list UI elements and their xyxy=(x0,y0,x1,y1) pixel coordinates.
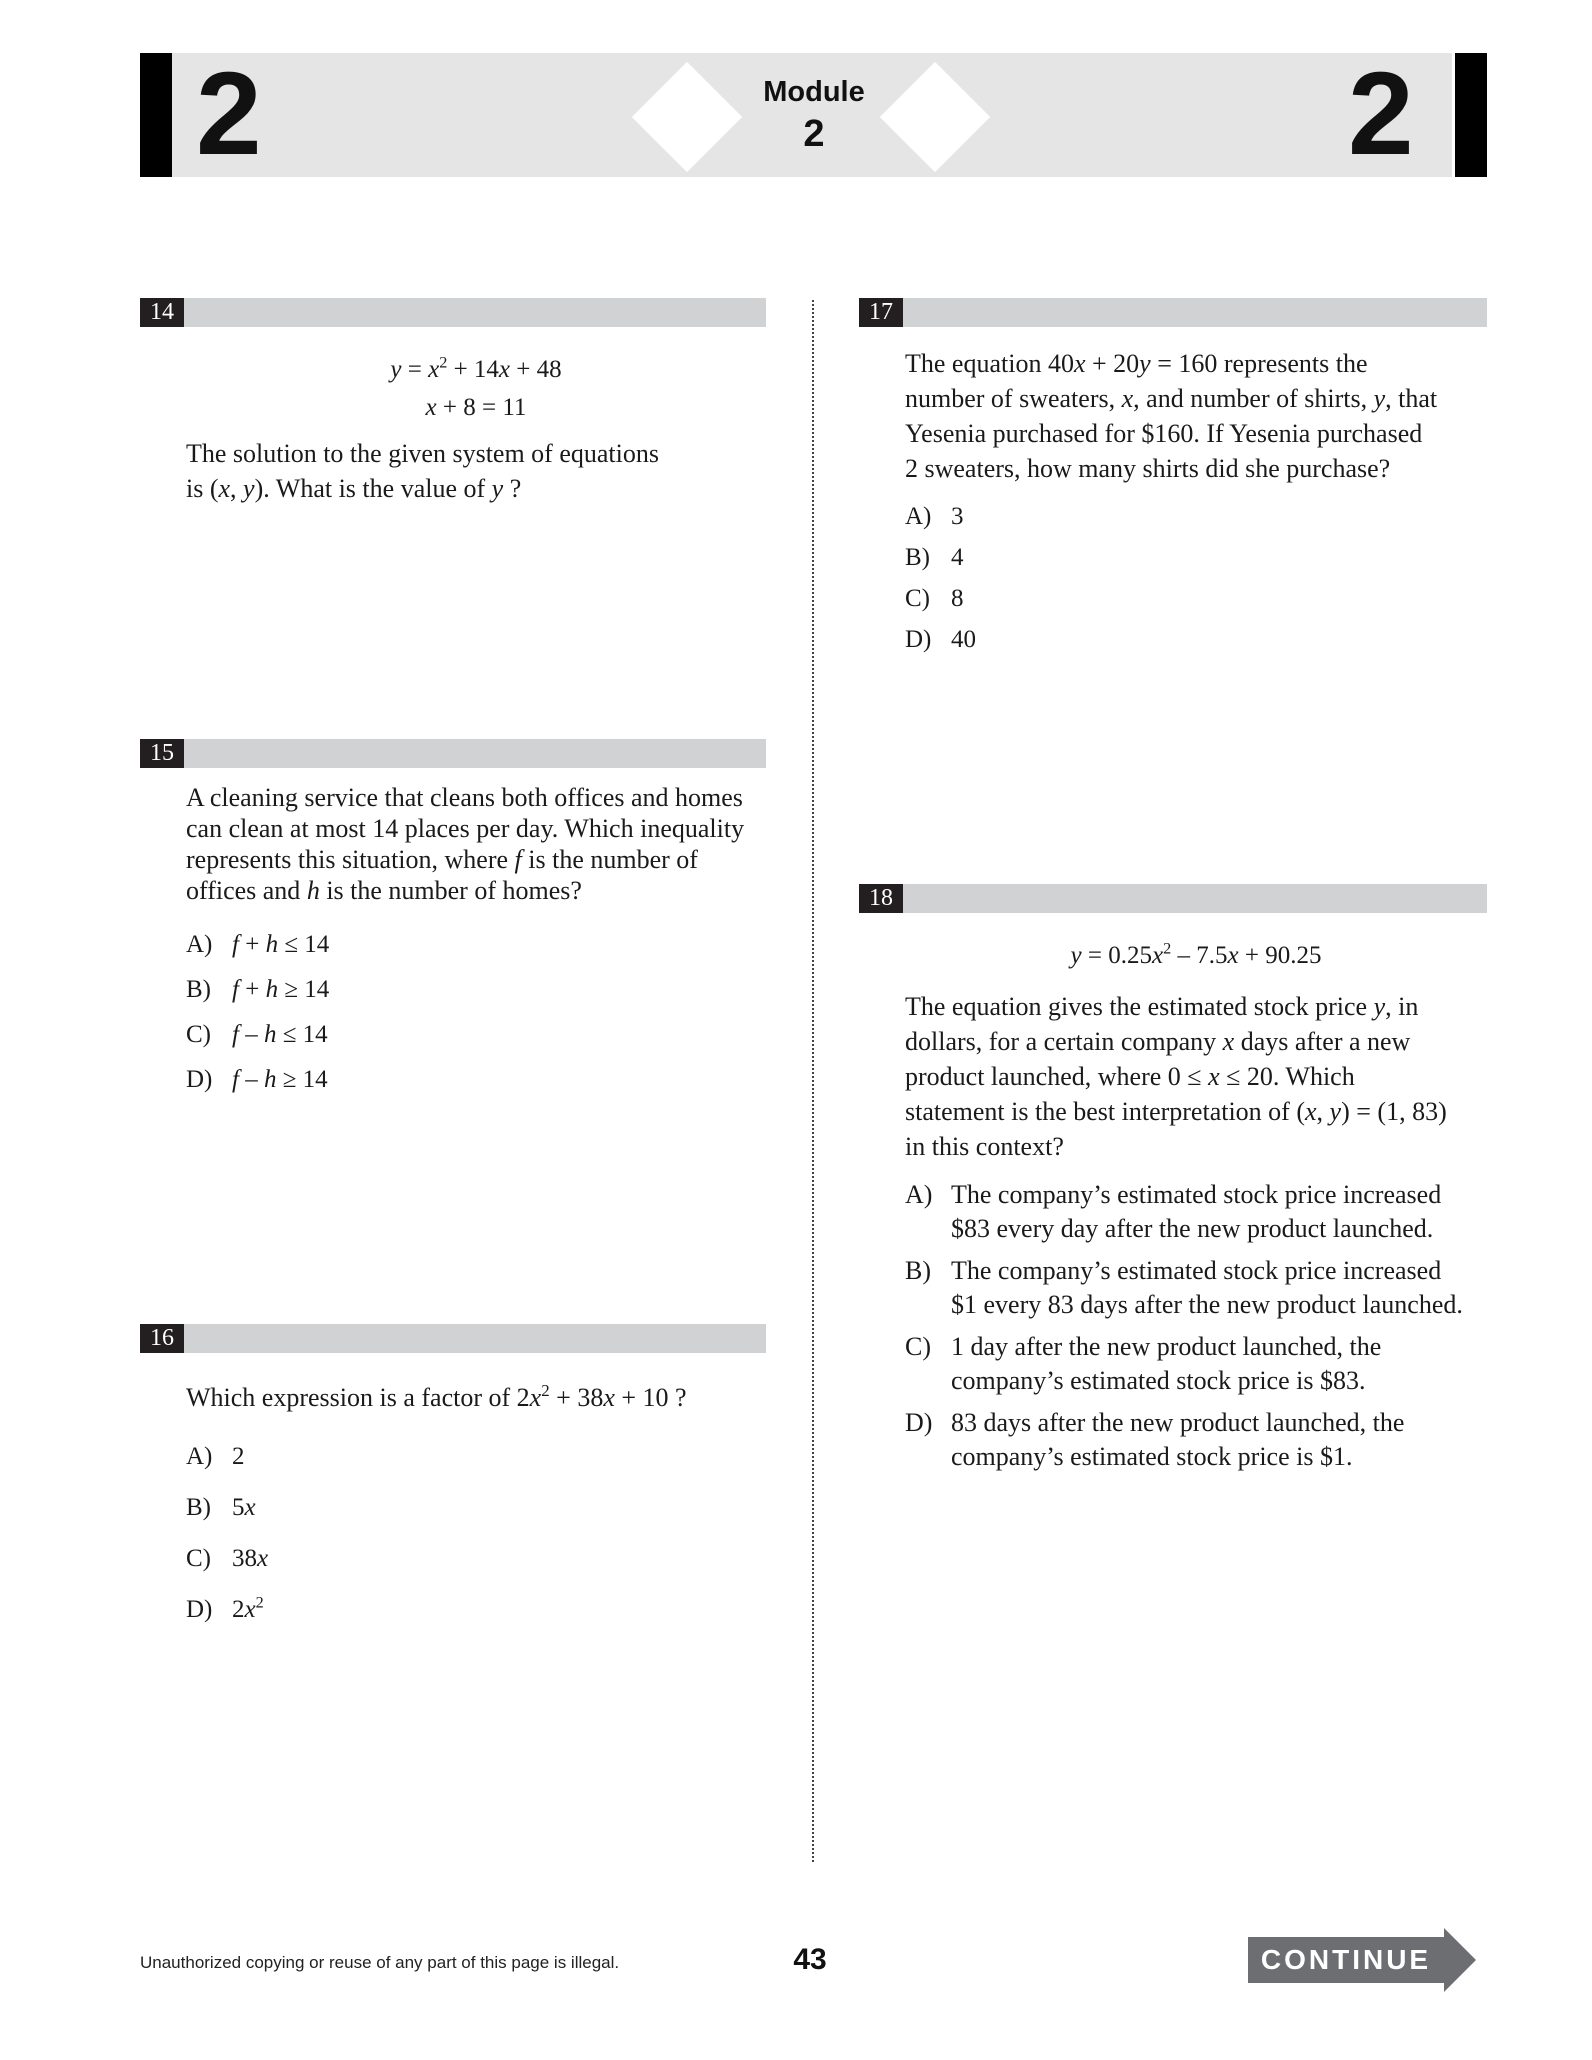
question-17-strip xyxy=(859,298,1487,327)
question-14-number: 14 xyxy=(140,298,184,327)
question-15-stem: A cleaning service that cleans both offices and homes can clean at most 14 places per day. Which inequality represents this situation, where f is the number of offices and h is the number of homes? xyxy=(186,783,745,905)
copyright-notice: Unauthorized copying or reuse of any part of this page is illegal. xyxy=(140,1953,620,1972)
question-18-equation: $y = 0.25x^2 - 7.5x + 90.25$ xyxy=(1070,939,1322,969)
page-number: 43 xyxy=(793,1943,827,1976)
question-14-equation-2: x + 8 = 11 xyxy=(425,394,527,421)
section-number-left: 2 xyxy=(196,48,262,180)
question-15-number: 15 xyxy=(140,739,184,768)
question-14-equation-1: $y = x^2 + 14x + 48$ xyxy=(390,353,562,383)
question-18-stem: The equation gives the estimated stock price y, in dollars, for a certain company x days after a new product launched, where 0 ≤ x ≤ 20. Which statement is the best interpretation of (x, y) = (1, 83) in this context? xyxy=(905,992,1447,1161)
module-number: 2 xyxy=(803,113,825,155)
question-18-number: 18 xyxy=(859,884,903,913)
question-17-stem: The equation 40x + 20y = 160 represents the number of sweaters, x, and number of shirts, y, that Yesenia purchased for $160. If Yesenia purchased 2 sweaters, how many shirts did she purchase? xyxy=(905,349,1438,483)
question-14-stem: The solution to the given system of equations is (x, y). What is the value of y ? xyxy=(186,439,659,503)
question-16-number: 16 xyxy=(140,1324,184,1353)
question-15-choice-d[interactable]: D) f – h ≥ 14 xyxy=(186,1066,328,1093)
question-16-stem: Which expression is a factor of $2x^2 + 38x + 10$ ? xyxy=(186,1380,687,1412)
column-divider xyxy=(812,300,814,1862)
question-15-choice-c[interactable]: C) f – h ≤ 14 xyxy=(186,1021,328,1048)
question-15-strip xyxy=(140,739,766,768)
question-17-number: 17 xyxy=(859,298,903,327)
question-16-choice-a[interactable]: A) 2 xyxy=(186,1443,245,1470)
question-15-choice-b[interactable]: B) f + h ≥ 14 xyxy=(186,976,330,1003)
question-18-choice-c[interactable]: C) 1 day after the new product launched, the company’s estimated stock price is $83. xyxy=(905,1332,1382,1395)
module-label: Module xyxy=(763,76,865,108)
continue-arrow-icon xyxy=(1444,1928,1476,1992)
question-18-choice-d[interactable]: D) 83 days after the new product launched, the company’s estimated stock price is $1. xyxy=(905,1408,1405,1471)
question-14-strip xyxy=(140,298,766,327)
question-18-strip xyxy=(859,884,1487,913)
question-17-choice-a[interactable]: A) 3 xyxy=(905,503,964,530)
question-16-choice-d[interactable]: D) $2x^2$ xyxy=(186,1593,264,1623)
question-17-choice-b[interactable]: B) 4 xyxy=(905,544,964,571)
question-16-choice-b[interactable]: B) 5x xyxy=(186,1494,256,1521)
question-17-choice-d[interactable]: D) 40 xyxy=(905,626,976,653)
question-15-choice-a[interactable]: A) f + h ≤ 14 xyxy=(186,931,330,958)
question-18-choice-b[interactable]: B) The company’s estimated stock price increased $1 every 83 days after the new product launched. xyxy=(905,1256,1463,1319)
question-16-choice-c[interactable]: C) 38x xyxy=(186,1545,269,1572)
section-number-right: 2 xyxy=(1348,48,1414,180)
continue-button[interactable]: CONTINUE xyxy=(1248,1937,1444,1983)
question-18-choice-a[interactable]: A) The company’s estimated stock price increased $83 every day after the new product launched. xyxy=(905,1180,1442,1243)
header-bar-right xyxy=(1455,53,1487,177)
question-17-choice-c[interactable]: C) 8 xyxy=(905,585,964,612)
header-bar-left xyxy=(140,53,172,177)
question-16-strip xyxy=(140,1324,766,1353)
